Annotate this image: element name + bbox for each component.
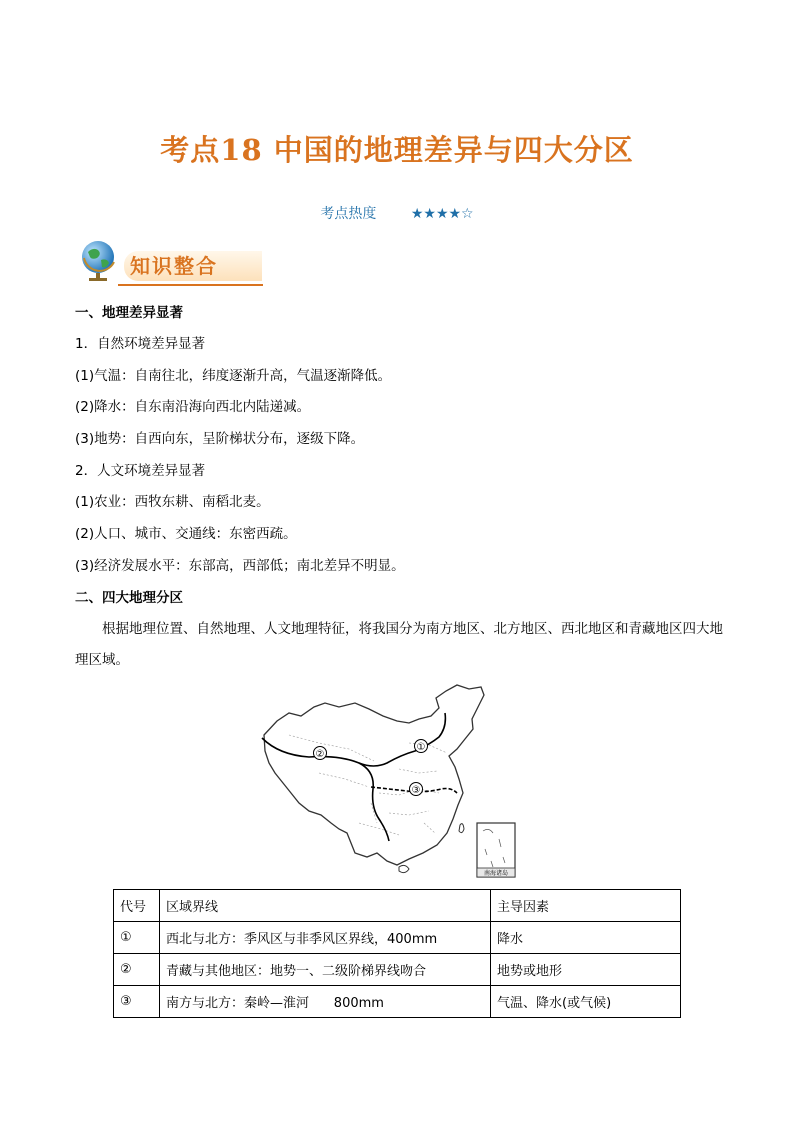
subheading-2: 2．人文环境差异显著 [75, 463, 206, 479]
table-cell: 南方与北方：秦岭—淮河 800mm [160, 986, 491, 1018]
table-cell: ② [114, 954, 160, 986]
table-row [114, 954, 681, 986]
map-label-3: ③ [411, 785, 421, 796]
boundary-line-1 [359, 713, 445, 766]
china-regions-map [259, 683, 521, 879]
subheading-1: 1．自然环境差异显著 [75, 336, 206, 352]
table-header-cell: 代号 [114, 890, 160, 922]
china-outline [264, 685, 484, 865]
table-cell: 西北与北方：季风区与非季风区界线，400mm [160, 922, 491, 954]
section-banner [78, 238, 263, 292]
table-header-cell: 主导因素 [491, 890, 681, 922]
table-cell: 地势或地形 [491, 954, 681, 986]
list-item: (3)经济发展水平：东部高，西部低；南北差异不明显。 [75, 558, 405, 574]
list-item: (2)人口、城市、交通线：东密西疏。 [75, 526, 297, 542]
table-cell: 青藏与其他地区：地势一、二级阶梯界线吻合 [160, 954, 491, 986]
table-cell: ① [114, 922, 160, 954]
table-cell: ③ [114, 986, 160, 1018]
inset-label: 南海诸岛 [483, 870, 509, 877]
section-heading-2: 二、四大地理分区 [75, 590, 183, 606]
table-cell: 气温、降水(或气候) [491, 986, 681, 1018]
heat-stars: ★★★★☆ [410, 206, 474, 222]
heat-rating [0, 203, 794, 223]
map-label-2: ② [315, 749, 325, 760]
map-label-1: ① [416, 742, 426, 753]
intro-paragraph: 根据地理位置、自然地理、人文地理特征，将我国分为南方地区、北方地区、西北地区和青藏地区四大地理区域。 [75, 621, 723, 668]
table-header-row [114, 890, 681, 922]
table-row [114, 986, 681, 1018]
heat-label: 考点热度 [320, 206, 377, 222]
list-item: (3)地势：自西向东，呈阶梯状分布，逐级下降。 [75, 431, 365, 447]
page-title: 考点18 中国的地理差异与四大分区 [160, 133, 634, 167]
list-item: (2)降水：自东南沿海向西北内陆递减。 [75, 399, 311, 415]
banner-underline [118, 284, 263, 286]
table-header-cell: 区域界线 [160, 890, 491, 922]
section-heading-1: 一、地理差异显著 [75, 305, 183, 321]
table-cell: 降水 [491, 922, 681, 954]
list-item: (1)气温：自南往北，纬度逐渐升高，气温逐渐降低。 [75, 368, 392, 384]
globe-icon [78, 238, 122, 282]
boundary-table [113, 889, 681, 1018]
banner-label: 知识整合 [124, 251, 262, 281]
table-row [114, 922, 681, 954]
list-item: (1)农业：西牧东耕、南稻北麦。 [75, 494, 270, 510]
